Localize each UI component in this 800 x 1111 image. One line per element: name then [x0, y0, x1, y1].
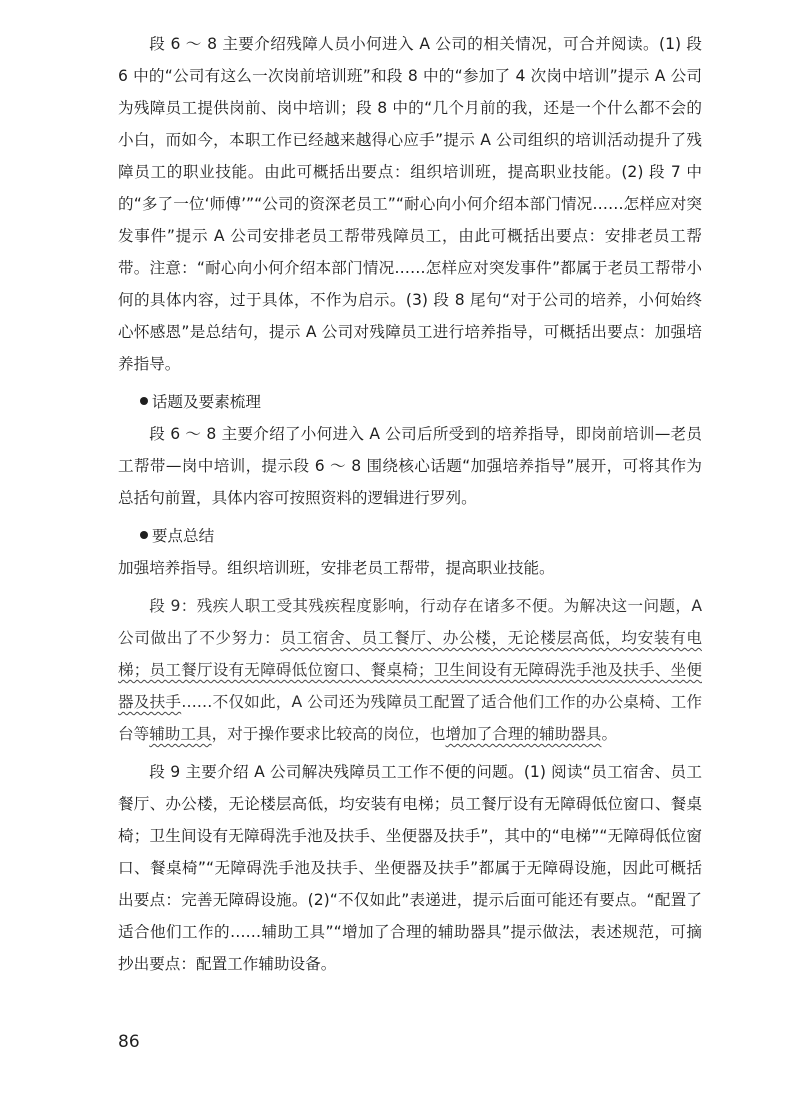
source-paragraph-9: [118, 590, 702, 750]
bullet-icon: [140, 397, 148, 405]
topic-paragraph: 段 6 ～ 8 主要介绍了小何进入 A 公司后所受到的培养指导，即岗前培训—老员工帮带—岗中培训，提示段 6 ～ 8 围绕核心话题“加强培养指导”展开，可将其作为总括句前置，具体内容可按照资料的逻辑进行罗列。: [118, 425, 702, 507]
source-text: ……不仅如此，A 公司还为残障员工配置了适合他们工作的办公桌椅、工作台等: [118, 693, 702, 743]
wavy-underlined-text: 增加了合理的辅助器具: [445, 725, 602, 743]
section-heading-topic: [118, 386, 702, 418]
source-text: ，对于操作要求比较高的岗位，也: [211, 725, 446, 743]
heading-text: 要点总结: [151, 527, 215, 545]
section-heading-summary: [118, 520, 702, 552]
page-number: 86: [118, 1032, 140, 1052]
wavy-underlined-text: 辅助工具: [149, 725, 212, 743]
source-text: 段 9：残疾人职工受其残疾程度影响，行动存在诸多不便。为解决这一问题，A 公司做出了不少努力：: [118, 597, 702, 647]
source-text: 。: [601, 725, 618, 743]
wavy-underlined-text: 员工宿舍、员工餐厅、办公楼，无论楼层高低，均安装有电梯；员工餐厅设有无障碍低位窗口、餐桌椅；卫生间设有无障碍洗手池及扶手、坐便器及扶手: [118, 629, 702, 711]
summary-paragraph: 加强培养指导。组织培训班，安排老员工帮带，提高职业技能。: [118, 559, 555, 577]
bullet-icon: [140, 531, 148, 539]
analysis-paragraph-9: 段 9 主要介绍 A 公司解决残障员工工作不便的问题。(1) 阅读“员工宿舍、员工餐厅、办公楼，无论楼层高低，均安装有电梯；员工餐厅设有无障碍低位窗口、餐桌椅；卫生间设有无障碍洗手池及扶手、坐便器及扶手”，其中的“电梯”“无障碍低位窗口、餐桌椅”“无障碍洗手池及扶手、坐便器及扶手”都属于无障碍设施，因此可概括出要点：完善无障碍设施。(2)“不仅如此”表递进，提示后面可能还有要点。“配置了适合他们工作的……辅助工具”“增加了合理的辅助器具”提示做法，表述规范，可摘抄出要点：配置工作辅助设备。: [118, 763, 702, 973]
heading-text: 话题及要素梳理: [151, 393, 261, 411]
analysis-paragraph-6-8: 段 6 ～ 8 主要介绍残障人员小何进入 A 公司的相关情况，可合并阅读。(1) 段 6 中的“公司有这么一次岗前培训班”和段 8 中的“参加了 4 次岗中培训”提示 A 公司为残障员工提供岗前、岗中培训；段 8 中的“几个月前的我，还是一个什么都不会的小白，而如今，本职工作已经越来越得心应手”提示 A 公司组织的培训活动提升了残障员工的职业技能。由此可概括出要点：组织培训班，提高职业技能。(2) 段 7 中的“多了一位‘师傅’”“公司的资深老员工”“耐心向小何介绍本部门情况……怎样应对突发事件”提示 A 公司安排老员工帮带残障员工，由此可概括出要点：安排老员工帮带。注意：“耐心向小何介绍本部门情况……怎样应对突发事件”都属于老员工帮带小何的具体内容，过于具体，不作为启示。(3) 段 8 尾句“对于公司的培养，小何始终心怀感恩”是总结句，提示 A 公司对残障员工进行培养指导，可概括出要点：加强培养指导。: [118, 35, 702, 373]
page-content: [118, 28, 702, 980]
